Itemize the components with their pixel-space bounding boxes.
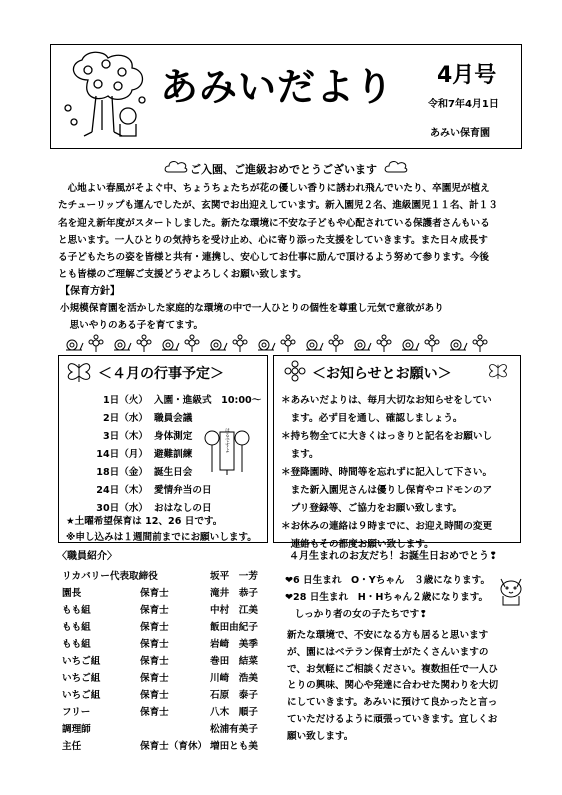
staff-role: 保育士 xyxy=(140,639,169,650)
snail-flower-border xyxy=(62,333,514,353)
notice-line: ます。 xyxy=(281,449,319,460)
staff-name: 坂平 一芳 xyxy=(210,571,258,582)
butterfly-icon xyxy=(486,360,510,382)
event-date: 24日（木） xyxy=(96,485,148,496)
event-name: 職員会議 xyxy=(154,413,193,424)
staff-name: 松浦有美子 xyxy=(210,724,258,735)
staff-group: リカバリー代表取締役 xyxy=(62,571,158,582)
notices-title: ＜お知らせとお願い＞ xyxy=(312,366,452,382)
staff-group: いちご組 xyxy=(62,656,101,667)
notice-line: ＊あみいだよりは、毎月大切なお知らせをしてい xyxy=(281,395,492,406)
staff-group: 調理師 xyxy=(62,724,91,735)
event-name: 愛情弁当の日 xyxy=(154,485,212,496)
policy-line: 小規模保育園を活かした家庭的な環境の中で一人ひとりの個性を尊重し元気で意欲があり xyxy=(60,303,444,314)
birthday-body-line: とりの興味、関心や発達に合わせた関わりを大切 xyxy=(287,680,499,692)
cherry-tree-illustration xyxy=(58,50,152,140)
greeting-line: とも皆様のご理解ご支援どうぞよろしくお願い致します。 xyxy=(58,269,307,281)
birthday-list xyxy=(285,572,490,623)
birthday-body-line: ていただけるように頑張っていきます。宜しくお xyxy=(287,713,498,725)
staff-group: もも組 xyxy=(62,605,91,616)
greeting-line: たチューリップも運んでしたが、玄関でお出迎えしています。新入園児２名、進級園児１１名、計１３ xyxy=(58,200,498,212)
notice-line: プリ登録等、ご協力をお願い致します。 xyxy=(281,503,463,514)
staff-row xyxy=(62,636,258,653)
notice-line: また新入園児さんは優りし保育やコドモンのア xyxy=(281,485,493,496)
events-note: ★土曜希望保育は 12、26 日です。 xyxy=(66,516,223,527)
events-title: ＜４月の行事予定＞ xyxy=(98,366,224,382)
newsletter-title: あみいだより xyxy=(160,65,395,109)
cloud-icon xyxy=(384,160,408,173)
greeting-body xyxy=(58,180,518,284)
school-name: あみい保育園 xyxy=(430,128,490,139)
event-date: 14日（月） xyxy=(96,449,148,460)
staff-role: 保育士 xyxy=(140,656,169,667)
event-date: 1日（火） xyxy=(102,395,148,406)
birthday-body xyxy=(287,628,498,746)
event-item xyxy=(90,482,261,500)
staff-group: 園長 xyxy=(62,588,82,599)
policy-heading: 【保育方針】 xyxy=(60,286,120,297)
staff-row xyxy=(62,585,258,602)
staff-row xyxy=(62,619,258,636)
staff-name: 巻田 結菜 xyxy=(210,656,258,667)
butterfly-icon xyxy=(64,358,94,386)
staff-name: 川崎 浩美 xyxy=(210,673,258,684)
notice-line: ＊登降園時、時間等を忘れずに記入して下さい。 xyxy=(281,467,493,478)
birthday-body-line: 願い致します。 xyxy=(287,730,354,742)
staff-row xyxy=(62,602,258,619)
event-date: 2日（水） xyxy=(102,413,148,424)
staff-name: 岩崎 美季 xyxy=(210,639,258,650)
staff-role: 保育士 xyxy=(140,673,169,684)
greeting-line: 心地よい春風がそよぐ中、ちょうちょたちが花の優しい香りに誘われ飛んでいたり、卒園児が植え xyxy=(58,183,490,194)
staff-row xyxy=(62,721,258,738)
birthday-heading: ４月生まれのお友だち！お誕生日おめでとう❢ xyxy=(289,551,498,562)
staff-group: フリー xyxy=(62,707,91,718)
notices-list xyxy=(281,392,492,554)
staff-row xyxy=(62,670,258,687)
staff-group: もも組 xyxy=(62,639,91,650)
events-notes xyxy=(66,514,257,546)
staff-row xyxy=(62,687,258,704)
staff-row xyxy=(62,568,258,585)
staff-row xyxy=(62,704,258,721)
event-item xyxy=(90,392,261,410)
staff-group: いちご組 xyxy=(62,690,101,701)
staff-name: 中村 江美 xyxy=(210,605,258,616)
birthday-line: しっかり者の女の子たちです❢ xyxy=(285,609,428,620)
notice-line: ＊お休みの連絡は９時までに、お迎え時間の変更 xyxy=(281,521,493,532)
sign-text: はるですよ xyxy=(224,427,230,453)
policy-line: 思いやりのある子を育てます。 xyxy=(60,320,204,331)
greeting-line: 名を迎え新年度がスタートしました。新たな環境に不安な子どもや心配されている保護者さんもいる xyxy=(58,217,490,229)
staff-role: 保育士 xyxy=(140,622,169,633)
staff-role: 保育士 xyxy=(140,707,169,718)
birthday-body-line: にしていきます。あみいに預けて良かったと言っ xyxy=(287,697,498,709)
issue-date: 令和7年4月1日 xyxy=(428,99,499,110)
staff-role: 保育士（育休） xyxy=(140,741,208,752)
staff-name: 飯田由紀子 xyxy=(210,622,258,633)
birthday-line: ❤28 日生まれ H・Hちゃん２歳になります。 xyxy=(285,592,489,603)
notice-line: 連絡もその都度お願い致します。 xyxy=(281,539,434,550)
staff-role: 保育士 xyxy=(140,690,169,701)
staff-name: 滝井 恭子 xyxy=(210,588,258,599)
staff-group: 主任 xyxy=(62,741,82,752)
staff-row xyxy=(62,738,258,755)
notice-line: ＊持ち物全てに大きくはっきりと記名をお願いし xyxy=(281,431,493,442)
events-note: ※申し込みは１週間前までにお願いします。 xyxy=(66,532,257,543)
event-date: 30日（水） xyxy=(96,503,148,514)
staff-name: 石原 泰子 xyxy=(210,690,258,701)
staff-list xyxy=(62,568,258,755)
cloud-icon xyxy=(164,160,188,173)
staff-name: 増田とも美 xyxy=(210,741,258,752)
flower-icon xyxy=(284,360,306,382)
policy-body xyxy=(60,300,444,334)
event-date: 18日（金） xyxy=(96,467,148,478)
issue-label: 4月号 xyxy=(437,63,497,88)
spring-sign-illustration xyxy=(204,426,250,476)
event-name: 身体測定 xyxy=(154,431,193,442)
greeting-title: ご入園、ご進級おめでとうございます xyxy=(190,163,377,176)
staff-heading: 〈職員紹介〉 xyxy=(57,551,117,562)
birthday-body-line: 新たな環境で、不安になる方も居ると思います xyxy=(287,630,489,641)
staff-name: 八木 順子 xyxy=(210,707,258,718)
greeting-line: と思います。一人ひとりの気持ちを受け止め、心に寄り添った支援をしていきます。また日々成長す xyxy=(58,234,488,246)
event-name: おはなしの日 xyxy=(154,503,212,514)
birthday-line: ❤6 日生まれ O・Yちゃん ３歳になります。 xyxy=(285,575,491,586)
staff-row xyxy=(62,653,258,670)
birthday-body-line: が、園にはベテラン保育士がたくさんいますの xyxy=(287,646,489,658)
event-name: 誕生日会 xyxy=(154,467,193,478)
cat-icon xyxy=(497,575,525,607)
greeting-line: る子どもたちの姿を皆様と共有・連携し、安心してお仕事に励んで頂けるよう努めて参ります。今後 xyxy=(58,252,489,264)
birthday-body-line: で、お気軽にご相談ください。複数担任で一人ひ xyxy=(287,663,498,675)
event-date: 3日（木） xyxy=(102,431,148,442)
event-name: 避難訓練 xyxy=(154,449,193,460)
staff-group: もも組 xyxy=(62,622,91,633)
staff-group: いちご組 xyxy=(62,673,101,684)
staff-role: 保育士 xyxy=(140,605,169,616)
notice-line: ます。必ず目を通し、確認しましょう。 xyxy=(281,413,463,424)
staff-role: 保育士 xyxy=(140,588,169,599)
event-name: 入園・進級式 10:00～ xyxy=(154,395,262,406)
